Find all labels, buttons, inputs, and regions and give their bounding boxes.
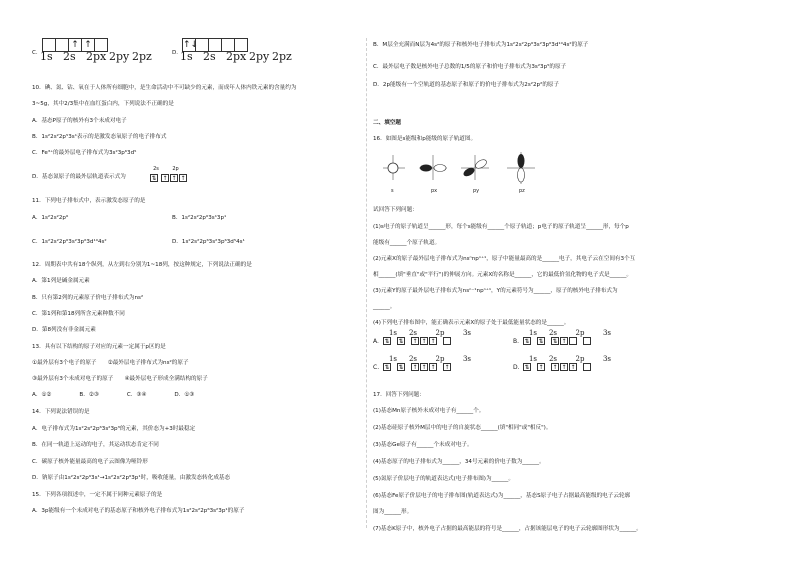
orbital-label: 2py [249, 50, 270, 63]
option-d-label: D. [172, 50, 179, 56]
orbital-box: ↑ [570, 364, 576, 372]
orbital-label: pz [519, 188, 525, 194]
orbital-box: ↑ [561, 338, 567, 346]
config-b [513, 330, 663, 345]
orbital-label: 2pz [132, 50, 152, 63]
level-label: 3s [462, 329, 472, 337]
q10-option-c: C．Fe³⁺的最外层电子排布式为3s²3p⁶3d⁵ [32, 150, 137, 156]
orbital-label: 2pz [272, 50, 292, 63]
q11-option-c: C．1s²2s²2p⁶3s²3p⁶3d¹⁰4s² [32, 239, 107, 245]
level-label: 1s [388, 329, 398, 337]
q16-part-2-cont: 相______(填"垂直"或"平行")的伸展方向。元素X的名称是______，它的最低价氢化物的电子式是______。 [373, 272, 633, 278]
orbital-labels-c [40, 50, 155, 63]
q14-option-b: B．在同一轨道上运动的电子，其运动状态肯定不同 [32, 442, 159, 448]
orbital-box: ↑ [430, 364, 436, 372]
q10-option-d: D．基态氮原子的最外层轨道表示式为 [32, 174, 126, 180]
q10-option-a: A．基态P原子的核外有3个未成对电子 [32, 118, 127, 124]
q12-option-c: C．第1列和第18列所含元素种数不同 [32, 311, 125, 317]
q17-stem: 17．回答下列问题： [373, 392, 425, 398]
q11-stem: 11．下列电子排布式中，表示激发态原子的是 [32, 198, 146, 204]
q17-part-4: (4)基态原子的电子排布式为______，34号元素的价电子数为______。 [373, 459, 545, 465]
orbital-box: ↑ [538, 364, 544, 372]
level-label: 1s [388, 355, 398, 363]
q10-option-b: B．1s²2s²2p⁵3s¹表示的是激发态氧原子的电子排布式 [32, 134, 167, 140]
q17-part-5: (5)氮原子价层电子的轨道表达式(电子排布图)为______。 [373, 476, 514, 482]
orbital-label: 2px [86, 50, 107, 63]
q17-part-6: (6)基态Fe原子价层电子的电子排布图(轨道表达式)为______，基态S原子电子占据最高能级的电子云轮廓 [373, 493, 631, 499]
level-label: 2s [408, 355, 418, 363]
orbital-box: ⇅ [538, 338, 544, 346]
level-label: 2p [575, 355, 585, 363]
px-orbital-icon [419, 155, 447, 180]
orbital-label: 1s [180, 50, 193, 63]
orbital-box: ↑ [421, 364, 427, 372]
q10-d-label-2p: 2p [172, 166, 179, 172]
orbital-label: 2py [109, 50, 130, 63]
config-c [373, 356, 523, 371]
orbital-box: ↑ [430, 338, 436, 346]
level-label: 1s [528, 329, 538, 337]
q16-part-4: (4)下列电子排布图中，能正确表示元素X的原子处于最低能量状态的是______。 [373, 320, 570, 326]
q17-part-2: (2)基态硅原子核外M层中的电子的自旋状态______(填"相同"或"相反")。 [373, 425, 552, 431]
q16-stem: 16．如图是s能级和p能级的原子轨道图。 [373, 136, 477, 142]
q15-stem: 15．下列各项叙述中，一定不属于同种元素原子的是 [32, 492, 163, 498]
orbital-box: ↑ [412, 364, 418, 372]
q12-option-d: D．第8列没有非金属元素 [32, 327, 96, 333]
q17-part-7: (7)基态K原子中，核外电子占据的最高能层的符号是______，占据该能层电子的电子云轮廓图形状为______。 [373, 526, 642, 532]
orbital-box [583, 363, 591, 371]
orbital-label: s [391, 188, 394, 194]
q16-part-3: (3)元素Y的原子最外层电子排布式为nsⁿ⁻¹npⁿ⁺¹，Y的元素符号为______，原子的核外电子排布式为 [373, 288, 618, 294]
orbital-labels-d [180, 50, 295, 63]
orbital-box: ↑ [81, 38, 95, 52]
orbital-box: ⇅ [398, 364, 404, 372]
q17-part-3: (3)基态Ge原子有______个未成对电子。 [373, 442, 473, 448]
q14-option-a: A．电子排布式为1s²2s²2p⁶3s²3p³的元素，其价态为+3时最稳定 [32, 426, 196, 432]
q11-option-a: A．1s²2s²2p⁶ [32, 215, 69, 221]
q17-part-6-cont: 图为______形。 [373, 509, 413, 515]
orbital-box: ⇅ [384, 364, 390, 372]
orbital-box: ⇅ [524, 338, 530, 346]
q10-stem-cont: 3~5g，其中2/3集中在血红蛋白内，下列说法不正确的是 [32, 101, 174, 107]
orbital-box: ↑ [421, 338, 427, 346]
q13-stem: 13．具有以下结构的原子对应的元素一定属于p区的是 [32, 344, 166, 350]
q12-stem: 12．周期表中共有18个纵列，从左到右分别为1~18列，按这种规定，下列说法正确的是 [32, 262, 252, 268]
orbital-box [569, 337, 577, 345]
orbital-box: ⇅ [398, 338, 404, 346]
orbital-box: ⇅ [384, 338, 390, 346]
level-label: 2p [435, 355, 445, 363]
q10-stem: 10．碘、氮、钴、氧在于人体所有细胞中，是生命活动中不可缺少的元素，而成年人体内铁元素的含量约为 [32, 85, 297, 91]
level-label: 3s [462, 355, 472, 363]
orbital-box: ↑ [162, 175, 168, 183]
q12-option-b: B．只有第2列的元素原子价电子排布式为ns² [32, 295, 144, 301]
level-label: 1s [528, 355, 538, 363]
level-label: 2s [548, 355, 558, 363]
orbital-box: ↑ [68, 38, 82, 52]
q16-ask: 试回答下列问题： [373, 207, 418, 213]
config-a [373, 330, 523, 345]
q13-options: A．①② B．②③ C．③④ D．①③ [32, 392, 195, 398]
q16-part-1-cont: 能级有______个原子轨道。 [373, 240, 441, 246]
config-a-label: A. [373, 338, 379, 345]
orbital-box [583, 337, 591, 345]
orbital-box: ↑ [552, 364, 558, 372]
q12-option-a: A．第1列是碱金属元素 [32, 278, 90, 284]
q14-option-d: D．钠原子由1s²2s²2p⁶3s¹→1s²2s²2p⁶3p¹时，吸收能量，由激发态转化成基态 [32, 475, 231, 481]
s-orbital-icon [383, 155, 405, 180]
orbital-box: ↑ [180, 175, 186, 183]
q17-part-1: (1)基态Mn原子核外未成对电子有______个。 [373, 408, 485, 414]
orbital-box: ⇅ [151, 175, 157, 183]
level-label: 3s [602, 355, 612, 363]
q10-d-diagram [150, 166, 189, 182]
q14-option-c: C．碳原子核外能量最高的电子云图像为哑铃形 [32, 459, 148, 465]
orbital-box: ↑ [444, 364, 450, 372]
orbital-box: ↑ [412, 338, 418, 346]
config-b-label: B. [513, 338, 520, 345]
section-title: 二、填空题 [373, 120, 401, 126]
level-label: 2s [408, 329, 418, 337]
orbital-box: ⇅ [524, 364, 530, 372]
q16-part-2: (2)元素X的原子最外层电子排布式为nsⁿnpⁿ⁺¹，原子中能量最高的是______电子，其电子云在空间有3个互 [373, 256, 636, 262]
orbital-diagram [383, 150, 563, 188]
level-label: 2p [435, 329, 445, 337]
orbital-label: 2s [63, 50, 76, 63]
q15-option-c: C．最外层电子数是核外电子总数的1/5的原子和价电子排布式为3s²3p⁵的原子 [373, 64, 567, 70]
config-c-label: C. [373, 364, 380, 371]
q14-stem: 14．下列说法错误的是 [32, 409, 90, 415]
config-d-label: D. [513, 364, 520, 371]
orbital-label: 2px [226, 50, 247, 63]
q13-item-1: ①最外层有3个电子的原子 ②最外层电子排布式为ns²的原子 [32, 360, 189, 366]
option-c-label: C. [32, 50, 38, 56]
q11-option-b: B．1s²2s²2p⁶3s¹3p¹ [172, 215, 227, 221]
orbital-box: ⇅ [552, 338, 558, 346]
orbital-box: ↑ [171, 175, 177, 183]
orbital-box: ↑↓ [183, 40, 199, 50]
config-d [513, 356, 663, 371]
pz-orbital-icon [507, 152, 535, 184]
py-orbital-icon [461, 155, 489, 180]
q15-option-a: A．3p能级有一个未成对电子的基态原子和核外电子排布式为1s²2s²2p⁶3s²3p¹的原子 [32, 508, 245, 514]
orbital-label: 2s [203, 50, 216, 63]
q13-item-2: ③最外层有3个未成对电子的原子 ④最外层电子形成全满结构的原子 [32, 376, 208, 382]
q15-option-b: B．M层全充满而N层为4s²的原子和核外电子排布式为1s²2s²2p⁶3s²3p⁶3d¹⁰4s²的原子 [373, 42, 589, 48]
column-divider [366, 38, 367, 528]
q15-option-d: D．2p能级有一个空轨道的基态原子和原子的价电子排布式为2s²2p²的原子 [373, 82, 560, 88]
q11-option-d: D．1s²2s²2p⁶3s²3p⁶3d⁵4s¹ [172, 239, 245, 245]
level-label: 2p [575, 329, 585, 337]
q16-part-3-cont: ______。 [373, 304, 396, 310]
orbital-label: 1s [40, 50, 53, 63]
orbital-label: px [431, 188, 438, 194]
q16-part-1: (1)s电子的原子轨道呈______形，每个s能级有______个原子轨道；p电子的原子轨道呈______形，每个p [373, 224, 629, 230]
orbital-label: py [473, 188, 480, 194]
q10-d-label-2s: 2s [153, 166, 159, 172]
orbital-box [443, 337, 451, 345]
level-label: 3s [602, 329, 612, 337]
orbital-box: ↑ [561, 364, 567, 372]
level-label: 2s [548, 329, 558, 337]
